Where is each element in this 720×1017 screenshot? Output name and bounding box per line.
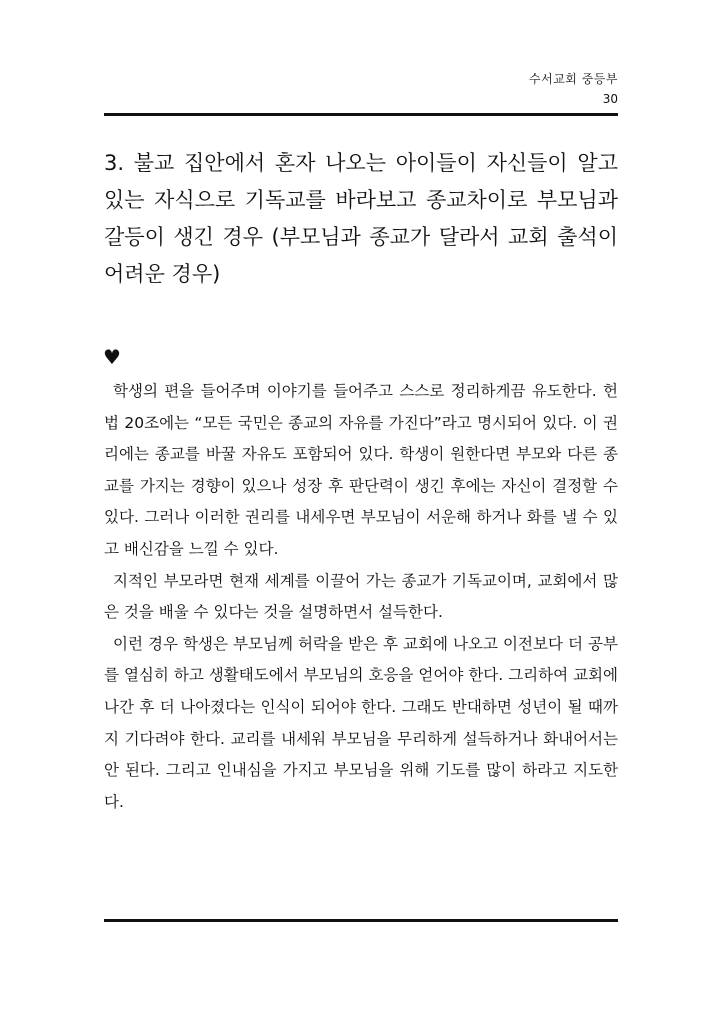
paragraph-2: 지적인 부모라면 현재 세계를 이끌어 가는 종교가 기독교이며, 교회에서 많은 것을 배울 수 있다는 것을 설명하면서 설득한다. xyxy=(104,571,618,622)
heart-icon: ♥ xyxy=(103,345,121,369)
page-number: 30 xyxy=(602,92,618,106)
paragraph-1: 학생의 편을 들어주며 이야기를 들어주고 스스로 정리하게끔 유도한다. 헌법 20조에는 “모든 국민은 종교의 자유를 가진다”라고 명시되어 있다. 이 권리에는 종교를 바꿀 자유도 포함되어 있다. 학생이 원한다면 부모와 다른 종교를 가지는 경향이 있으나 성장 후 판단력이 생긴 후에는 자신이 결정할 수 있다. 그러나 이러한 권리를 내세우면 부모님이 서운해 하거나 화를 낼 수 있고 배신감을 느낄 수 있다. xyxy=(104,382,618,558)
footer-rule xyxy=(104,919,618,922)
body-text xyxy=(104,376,618,818)
section-heading: 3. 불교 집안에서 혼자 나오는 아이들이 자신들이 알고 있는 자식으로 기독교를 바라보고 종교차이로 부모님과 갈등이 생긴 경우 (부모님과 종교가 달라서 교회 출석이 어려운 경우) xyxy=(104,151,618,286)
header-title: 수서교회 중등부 xyxy=(529,72,618,86)
paragraph-3: 이런 경우 학생은 부모님께 허락을 받은 후 교회에 나오고 이전보다 더 공부를 열심히 하고 생활태도에서 부모님의 호응을 얻어야 한다. 그리하여 교회에 나간 후 더 나아졌다는 인식이 되어야 한다. 그래도 반대하면 성년이 될 때까지 기다려야 한다. 교리를 내세워 부모님을 무리하게 설득하거나 화내어서는 안 된다. 그리고 인내심을 가지고 부모님을 위해 기도를 많이 하라고 지도한다. xyxy=(104,634,618,811)
header-rule xyxy=(104,113,618,116)
